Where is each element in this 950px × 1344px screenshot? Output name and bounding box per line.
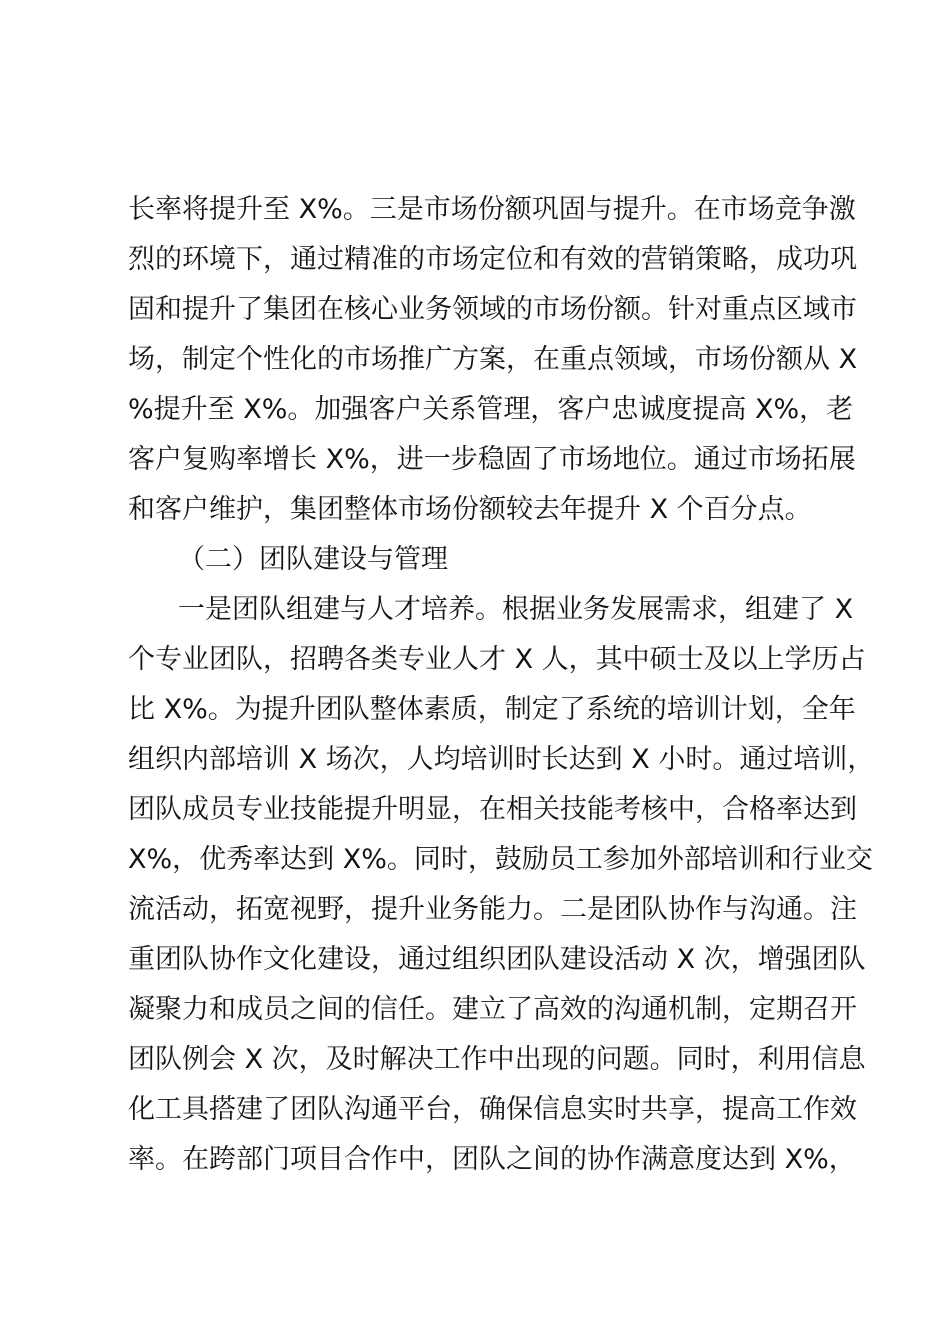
paragraph-line: 团队成员专业技能提升明显，在相关技能考核中，合格率达到 — [128, 794, 857, 825]
paragraph-line: X%，优秀率达到 X%。同时，鼓励员工参加外部培训和行业交 — [128, 844, 873, 875]
paragraph-line: 客户复购率增长 X%，进一步稳固了市场地位。通过市场拓展 — [128, 444, 856, 475]
paragraph-line: 比 X%。为提升团队整体素质，制定了系统的培训计划，全年 — [128, 694, 856, 725]
paragraph-line: 一是团队组建与人才培养。根据业务发展需求，组建了 X — [178, 594, 854, 625]
paragraph-line: 组织内部培训 X 场次，人均培训时长达到 X 小时。通过培训， — [128, 744, 875, 775]
paragraph-line: 团队例会 X 次，及时解决工作中出现的问题。同时，利用信息 — [128, 1044, 866, 1075]
paragraph-line: 重团队协作文化建设，通过组织团队建设活动 X 次，增强团队 — [128, 944, 866, 975]
paragraph-line: 场，制定个性化的市场推广方案，在重点领域，市场份额从 X — [128, 344, 858, 375]
paragraph-line: 长率将提升至 X%。三是市场份额巩固与提升。在市场竞争激 — [128, 194, 856, 225]
section-heading: （二）团队建设与管理 — [178, 544, 448, 575]
paragraph-line: 化工具搭建了团队沟通平台，确保信息实时共享，提高工作效 — [128, 1094, 857, 1125]
paragraph-line: 流活动，拓宽视野，提升业务能力。二是团队协作与沟通。注 — [128, 894, 857, 925]
paragraph-line: 固和提升了集团在核心业务领域的市场份额。针对重点区域市 — [128, 294, 857, 325]
paragraph-line: 个专业团队，招聘各类专业人才 X 人，其中硕士及以上学历占 — [128, 644, 866, 675]
paragraph-line: 率。在跨部门项目合作中，团队之间的协作满意度达到 X%， — [128, 1144, 856, 1175]
paragraph-line: 烈的环境下，通过精准的市场定位和有效的营销策略，成功巩 — [128, 244, 857, 275]
paragraph-line: 和客户维护，集团整体市场份额较去年提升 X 个百分点。 — [128, 494, 812, 525]
paragraph-line: 凝聚力和成员之间的信任。建立了高效的沟通机制，定期召开 — [128, 994, 857, 1025]
paragraph-line: %提升至 X%。加强客户关系管理，客户忠诚度提高 X%，老 — [128, 394, 854, 425]
